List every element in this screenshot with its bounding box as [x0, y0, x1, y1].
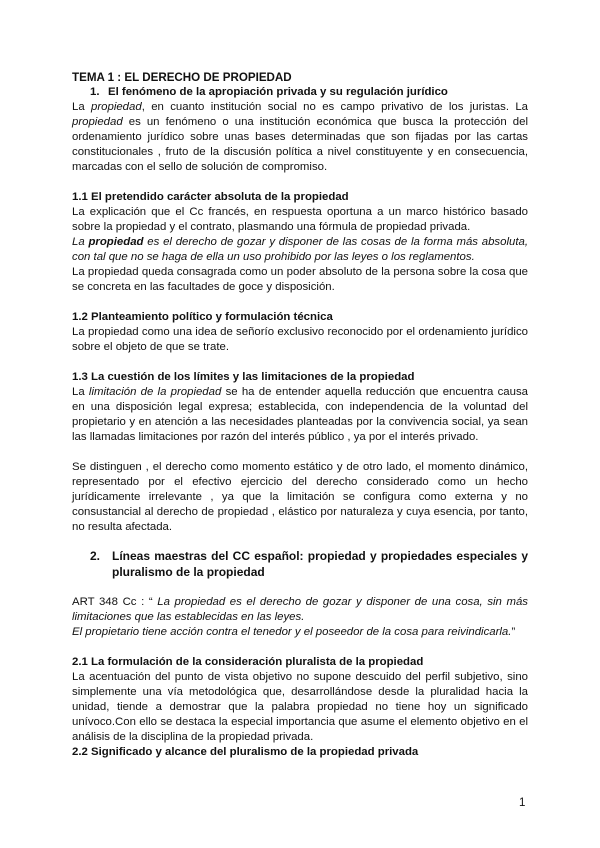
italic-term: propiedad — [72, 116, 123, 128]
section-2-number: 2. — [90, 549, 101, 563]
bold-term: propiedad — [88, 236, 144, 248]
page-number: 1 — [519, 797, 526, 809]
italic-term: limitación de la propiedad — [88, 386, 222, 398]
italic-term: propiedad — [91, 101, 142, 113]
section-2-1-heading: 2.1 La formulación de la consideración pluralista de la propiedad — [72, 656, 424, 668]
section-1-title: El fenómeno de la apropiación privada y su regulación jurídico — [108, 86, 448, 98]
closing-quote: ” — [511, 626, 516, 638]
spacer — [72, 580, 528, 595]
article-text-2: El propietario tiene acción contra el tenedor y el poseedor de la cosa para reivindicarla. — [72, 626, 512, 638]
article-text-1: La propiedad es el derecho de gozar y disponer de una cosa, sin más limitaciones que las establecidas en las leyes. — [72, 596, 529, 623]
section-2-title: Líneas maestras del CC español: propiedad y propiedades especiales y pluralismo de la propiedad — [112, 549, 528, 579]
text-run: es un fenómeno o una institución económica que busca la protección del ordenamiento jurídico sobre unas bases determinadas que son fijadas por las cartas constitucionales , fruto de la discusión política a nivel constituyente y en consecuencia, marcadas con el sello de solución de compromiso. — [72, 116, 528, 173]
section-2-2-heading: 2.2 Significado y alcance del pluralismo de la propiedad privada — [72, 746, 419, 758]
section-1-3-paragraph-2: Se distinguen , el derecho como momento estático y de otro lado, el momento dinámico, representado por el efectivo ejercicio del derecho considerado como un hecho jurídicamente irrelevante , ya que la limitación se configura como externa y no consustancial al derecho de propiedad , elástico por naturaleza y cuya esencia, por tanto, no resulta afectada. — [72, 461, 528, 533]
section-1-1-paragraph-2: La propiedad queda consagrada como un poder absoluto de la persona sobre la cosa que se concreta en las facultades de goce y disposición. — [72, 266, 528, 293]
section-2-1-paragraph: La acentuación del punto de vista objetivo no supone descuido del perfil subjetivo, sino simplemente una vía metodológica que, desarrollándose desde la pluralidad hacia la unidad, tiende a demostrar que la palabra propiedad no tiene hoy un significado unívoco.Con ello se destaca la especial importancia que asume el elemento objetivo en el análisis de la disciplina de la propiedad privada. — [72, 671, 528, 743]
section-1-3-heading: 1.3 La cuestión de los límites y las limitaciones de la propiedad — [72, 371, 415, 383]
section-1-paragraph — [72, 100, 528, 175]
section-1-1-paragraph-1: La explicación que el Cc francés, en respuesta oportuna a un marco histórico basado sobre la propiedad y el contrato, plasmando una fórmula de propiedad privada. — [72, 206, 528, 233]
text-run: , en cuanto institución social no es campo privativo de los juristas. La — [141, 101, 528, 113]
spacer — [72, 445, 528, 460]
section-1-2-paragraph: La propiedad como una idea de señorío exclusivo reconocido por el ordenamiento jurídico sobre el objeto de que se trate. — [72, 326, 528, 353]
section-1-1-heading: 1.1 El pretendido carácter absoluta de la propiedad — [72, 191, 349, 203]
section-1-heading — [72, 85, 528, 100]
article-348-quote — [72, 595, 528, 640]
article-label: ART 348 Cc : “ — [72, 596, 158, 608]
section-1-1-quote — [72, 235, 528, 265]
text-run: La — [72, 101, 92, 113]
document-title: TEMA 1 : EL DERECHO DE PROPIEDAD — [72, 71, 292, 84]
document-page — [72, 70, 528, 760]
text-run: La — [72, 386, 89, 398]
text-run: La — [72, 236, 89, 248]
section-1-number: 1. — [90, 86, 100, 98]
section-1-3-paragraph-1 — [72, 385, 528, 445]
section-1-2-heading: 1.2 Planteamiento político y formulación técnica — [72, 311, 333, 323]
text-run: es el derecho de gozar y disponer de las cosas de la forma más absoluta, con tal que no se haga de ella un uso prohibido por las leyes o los reglamentos. — [72, 236, 528, 263]
text-run: se ha de entender aquella reducción que encuentra causa en una disposición legal expresa; establecida, con independencia de la voluntad del propietario y en atención a las necesidades planteadas por la convivencia social, ya sean las llamadas limitaciones por razón del interés público , ya por el interés privado. — [72, 386, 528, 443]
section-2-heading — [72, 548, 528, 580]
